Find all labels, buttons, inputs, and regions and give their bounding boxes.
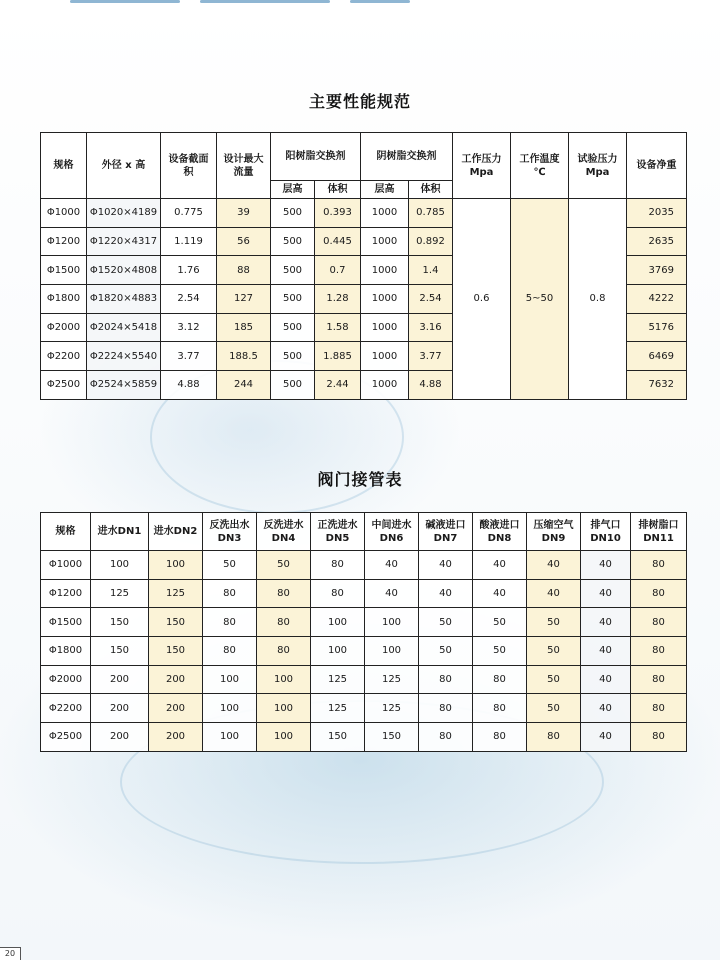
valve-cell-dn4: 80 [257,608,311,637]
row-anion-volume: 4.88 [409,371,453,400]
valve-row-model: Φ1800 [41,637,91,666]
row-anion-bed-height: 1000 [361,342,409,371]
valve-cell-dn1: 125 [91,579,149,608]
valve-cell-dn6: 125 [365,694,419,723]
row-model: Φ2500 [41,371,87,400]
header-working-pressure: 工作压力 Mpa [453,133,511,199]
valve-cell-dn4: 100 [257,723,311,752]
row-cation-volume: 2.44 [315,371,361,400]
header-cation-bed-height: 层高 [271,181,315,199]
row-cation-volume: 1.58 [315,313,361,342]
row-area: 3.12 [161,313,217,342]
valve-cell-dn7: 40 [419,551,473,580]
valve-cell-dn5: 150 [311,723,365,752]
valve-cell-dn11: 80 [631,608,687,637]
row-net-weight: 2035 [627,199,687,228]
row-anion-volume: 0.892 [409,227,453,256]
row-cation-bed-height: 500 [271,342,315,371]
row-dimensions: Φ2224×5540 [87,342,161,371]
row-cation-bed-height: 500 [271,256,315,285]
row-anion-bed-height: 1000 [361,371,409,400]
valve-cell-dn3: 100 [203,665,257,694]
valve-cell-dn5: 125 [311,694,365,723]
row-dimensions: Φ2024×5418 [87,313,161,342]
shared-working-pressure: 0.6 [453,199,511,400]
valve-cell-dn11: 80 [631,579,687,608]
header-dimensions: 外径 x 高 [87,133,161,199]
header-area: 设备截面积 [161,133,217,199]
header-anion-resin: 阴树脂交换剂 [361,133,453,181]
header-flow: 设计最大流量 [217,133,271,199]
valve-cell-dn6: 40 [365,579,419,608]
row-cation-bed-height: 500 [271,371,315,400]
row-anion-volume: 1.4 [409,256,453,285]
valve-row-model: Φ1500 [41,608,91,637]
valve-table-row [41,551,687,580]
valve-table-row [41,637,687,666]
valve-cell-dn4: 50 [257,551,311,580]
header-model: 规格 [41,133,87,199]
valve-cell-dn3: 100 [203,694,257,723]
valve-row-model: Φ1000 [41,551,91,580]
valve-cell-dn2: 150 [149,637,203,666]
row-flow: 185 [217,313,271,342]
valve-cell-dn10: 40 [581,665,631,694]
valve-cell-dn1: 200 [91,694,149,723]
valve-header-10: 排气口 DN10 [581,513,631,551]
row-anion-volume: 0.785 [409,199,453,228]
row-area: 2.54 [161,285,217,314]
valve-cell-dn6: 150 [365,723,419,752]
valve-cell-dn4: 100 [257,665,311,694]
row-area: 3.77 [161,342,217,371]
row-area: 1.76 [161,256,217,285]
row-flow: 127 [217,285,271,314]
valve-table-row [41,579,687,608]
valve-cell-dn1: 200 [91,665,149,694]
row-net-weight: 4222 [627,285,687,314]
row-model: Φ1500 [41,256,87,285]
row-anion-bed-height: 1000 [361,199,409,228]
valve-cell-dn11: 80 [631,637,687,666]
valve-cell-dn7: 50 [419,637,473,666]
valve-cell-dn6: 100 [365,608,419,637]
header-cation-resin: 阳树脂交换剂 [271,133,361,181]
row-cation-volume: 1.885 [315,342,361,371]
row-dimensions: Φ1020×4189 [87,199,161,228]
spec-table-row [41,199,687,228]
valve-cell-dn9: 50 [527,665,581,694]
row-flow: 88 [217,256,271,285]
valve-cell-dn8: 80 [473,694,527,723]
shared-working-temp: 5~50 [511,199,569,400]
valve-header-7: 碱液进口 DN7 [419,513,473,551]
valve-cell-dn8: 80 [473,723,527,752]
row-cation-bed-height: 500 [271,199,315,228]
valve-row-model: Φ2000 [41,665,91,694]
header-anion-volume: 体积 [409,181,453,199]
valve-table-row [41,608,687,637]
row-dimensions: Φ1220×4317 [87,227,161,256]
valve-cell-dn2: 100 [149,551,203,580]
row-anion-volume: 2.54 [409,285,453,314]
valve-cell-dn1: 150 [91,637,149,666]
row-flow: 39 [217,199,271,228]
valve-cell-dn8: 40 [473,551,527,580]
valve-cell-dn10: 40 [581,551,631,580]
valve-header-4: 反洗进水 DN4 [257,513,311,551]
valve-cell-dn11: 80 [631,665,687,694]
row-anion-volume: 3.77 [409,342,453,371]
row-area: 4.88 [161,371,217,400]
row-net-weight: 3769 [627,256,687,285]
valve-cell-dn11: 80 [631,723,687,752]
valve-cell-dn10: 40 [581,637,631,666]
row-net-weight: 2635 [627,227,687,256]
row-model: Φ1000 [41,199,87,228]
row-model: Φ2000 [41,313,87,342]
valve-cell-dn9: 50 [527,608,581,637]
valve-cell-dn9: 40 [527,579,581,608]
valve-cell-dn1: 100 [91,551,149,580]
row-model: Φ1800 [41,285,87,314]
valve-cell-dn7: 80 [419,694,473,723]
valve-cell-dn7: 50 [419,608,473,637]
row-anion-volume: 3.16 [409,313,453,342]
valve-cell-dn5: 100 [311,637,365,666]
row-flow: 188.5 [217,342,271,371]
row-cation-volume: 0.445 [315,227,361,256]
row-anion-bed-height: 1000 [361,313,409,342]
valve-cell-dn8: 40 [473,579,527,608]
valve-cell-dn1: 150 [91,608,149,637]
valve-header-1: 进水DN1 [91,513,149,551]
valve-header-3: 反洗出水 DN3 [203,513,257,551]
row-area: 1.119 [161,227,217,256]
valve-header-11: 排树脂口 DN11 [631,513,687,551]
row-dimensions: Φ1520×4808 [87,256,161,285]
valve-cell-dn2: 150 [149,608,203,637]
valve-cell-dn5: 80 [311,579,365,608]
valve-cell-dn11: 80 [631,551,687,580]
top-decoration-band [0,0,720,8]
row-dimensions: Φ1820×4883 [87,285,161,314]
valve-cell-dn2: 200 [149,723,203,752]
row-net-weight: 6469 [627,342,687,371]
valve-connection-table [40,512,687,752]
valve-cell-dn4: 80 [257,579,311,608]
valve-cell-dn9: 80 [527,723,581,752]
valve-cell-dn5: 80 [311,551,365,580]
valve-cell-dn9: 50 [527,637,581,666]
header-cation-volume: 体积 [315,181,361,199]
valve-table-row [41,694,687,723]
valve-row-model: Φ2500 [41,723,91,752]
row-model: Φ2200 [41,342,87,371]
valve-cell-dn5: 100 [311,608,365,637]
valve-cell-dn3: 80 [203,608,257,637]
valve-cell-dn10: 40 [581,579,631,608]
spec-table-title: 主要性能规范 [308,92,411,111]
valve-cell-dn6: 125 [365,665,419,694]
row-net-weight: 5176 [627,313,687,342]
header-net-weight: 设备净重 [627,133,687,199]
valve-cell-dn10: 40 [581,694,631,723]
valve-cell-dn8: 80 [473,665,527,694]
row-cation-volume: 0.7 [315,256,361,285]
valve-cell-dn10: 40 [581,608,631,637]
valve-header-5: 正洗进水 DN5 [311,513,365,551]
valve-table-row [41,665,687,694]
row-anion-bed-height: 1000 [361,227,409,256]
valve-cell-dn7: 80 [419,665,473,694]
valve-cell-dn7: 40 [419,579,473,608]
valve-cell-dn1: 200 [91,723,149,752]
row-area: 0.775 [161,199,217,228]
row-flow: 244 [217,371,271,400]
valve-header-0: 规格 [41,513,91,551]
valve-cell-dn8: 50 [473,637,527,666]
row-cation-bed-height: 500 [271,227,315,256]
valve-cell-dn6: 40 [365,551,419,580]
row-cation-bed-height: 500 [271,285,315,314]
valve-cell-dn3: 80 [203,637,257,666]
valve-cell-dn5: 125 [311,665,365,694]
valve-cell-dn10: 40 [581,723,631,752]
valve-cell-dn3: 80 [203,579,257,608]
row-cation-volume: 0.393 [315,199,361,228]
header-anion-bed-height: 层高 [361,181,409,199]
row-flow: 56 [217,227,271,256]
valve-table-title: 阀门接管表 [317,470,403,489]
row-dimensions: Φ2524×5859 [87,371,161,400]
valve-cell-dn3: 50 [203,551,257,580]
valve-cell-dn11: 80 [631,694,687,723]
row-anion-bed-height: 1000 [361,256,409,285]
row-net-weight: 7632 [627,371,687,400]
valve-row-model: Φ1200 [41,579,91,608]
valve-header-2: 进水DN2 [149,513,203,551]
valve-header-6: 中间进水 DN6 [365,513,419,551]
row-model: Φ1200 [41,227,87,256]
row-cation-bed-height: 500 [271,313,315,342]
valve-cell-dn3: 100 [203,723,257,752]
valve-cell-dn9: 50 [527,694,581,723]
valve-cell-dn4: 100 [257,694,311,723]
header-test-pressure: 试验压力 Mpa [569,133,627,199]
header-working-temp: 工作温度 ℃ [511,133,569,199]
valve-cell-dn6: 100 [365,637,419,666]
valve-cell-dn7: 80 [419,723,473,752]
valve-cell-dn2: 200 [149,694,203,723]
row-anion-bed-height: 1000 [361,285,409,314]
valve-cell-dn2: 125 [149,579,203,608]
performance-spec-table [40,132,687,400]
valve-table-row [41,723,687,752]
row-cation-volume: 1.28 [315,285,361,314]
valve-cell-dn9: 40 [527,551,581,580]
page-number: 20 [0,947,21,960]
valve-cell-dn4: 80 [257,637,311,666]
valve-row-model: Φ2200 [41,694,91,723]
shared-test-pressure: 0.8 [569,199,627,400]
valve-header-8: 酸液进口 DN8 [473,513,527,551]
valve-cell-dn2: 200 [149,665,203,694]
valve-cell-dn8: 50 [473,608,527,637]
valve-header-9: 压缩空气 DN9 [527,513,581,551]
